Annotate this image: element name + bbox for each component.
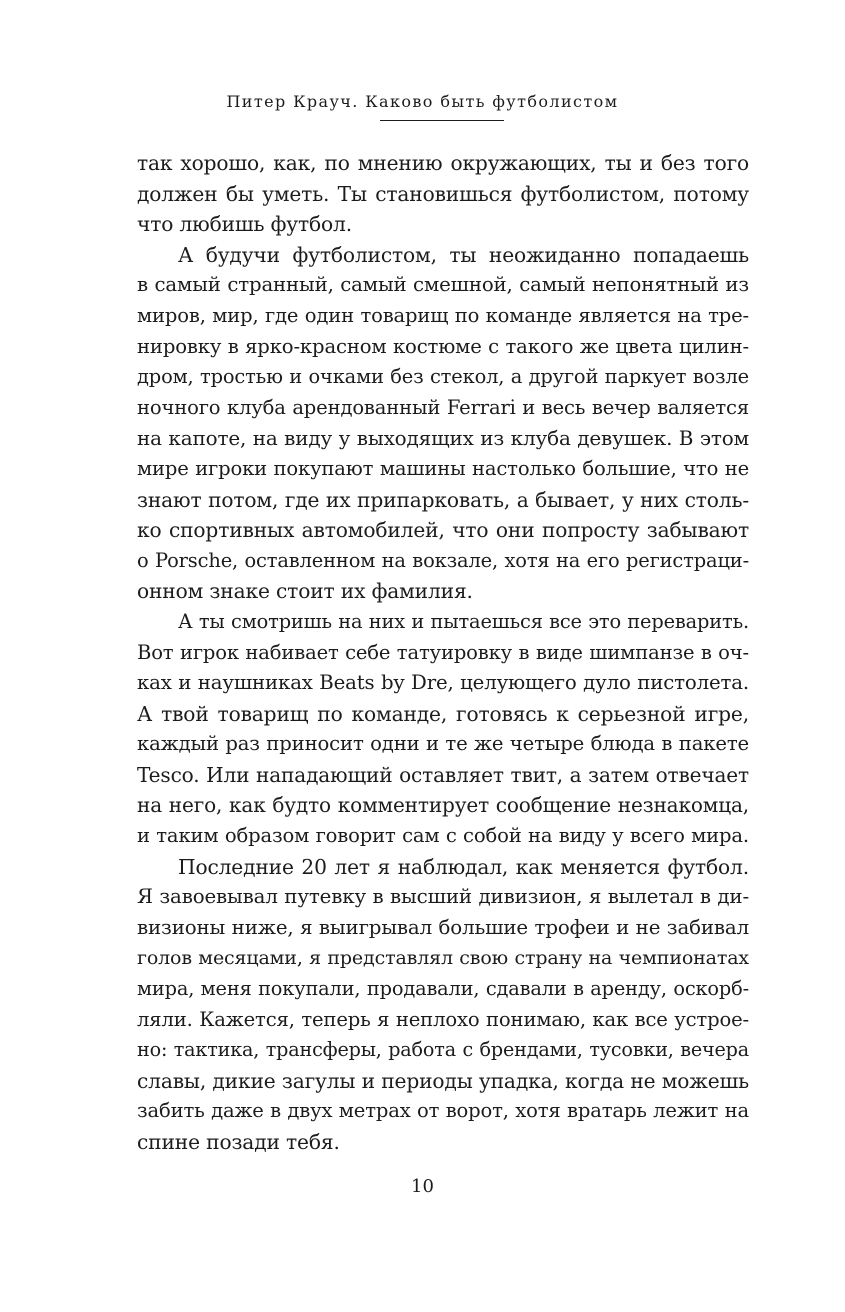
text-line: ночного клуба арендованный Ferrari и весь вечер валяется — [137, 395, 749, 419]
page-number: 10 — [411, 1176, 434, 1197]
text-line: на него, как будто комментирует сообщение незнакомца, — [137, 793, 749, 818]
text-line: знают потом, где их припарковать, а бывает, у них столь- — [137, 487, 749, 512]
text-line: мира, меня покупали, продавали, сдавали в аренду, оскорб- — [137, 977, 749, 1001]
text-line: что любишь футбол. — [137, 212, 352, 237]
text-line: визионы ниже, я выигрывал большие трофеи и не забивал — [137, 915, 749, 939]
text-line: славы, дикие загулы и периоды упадка, когда не можешь — [137, 1068, 749, 1093]
text-line: спине позади тебя. — [137, 1130, 340, 1154]
text-line: дром, тростью и очками без стекол, а другой паркует возле — [137, 365, 749, 389]
text-line: должен бы уметь. Ты становишься футболистом, потому — [137, 181, 749, 206]
body-text — [137, 148, 749, 1158]
text-line: на капоте, на виду у выходящих из клуба девушек. В этом — [137, 426, 749, 451]
text-line: каждый раз приносит одни и те же четыре блюда в пакете — [137, 732, 749, 756]
text-line: голов месяцами, я представлял свою страну на чемпионатах — [137, 947, 749, 970]
text-line: Tesco. Или нападающий оставляет твит, а затем отвечает — [137, 762, 749, 787]
text-line: мире игроки покупают машины настолько большие, что не — [137, 456, 749, 480]
text-line: но: тактика, трансферы, работа с брендами, тусовки, вечера — [137, 1038, 749, 1062]
text-line: так хорошо, как, по мнению окружающих, ты и без того — [137, 151, 749, 175]
text-line: миров, мир, где один товарищ по команде является на тре- — [137, 303, 749, 327]
text-line: Я завоевывал путевку в высший дивизион, я вылетал в ди- — [137, 885, 749, 909]
text-line: нировку в ярко-красном костюме с такого же цвета цилин- — [137, 334, 749, 358]
text-line: в самый странный, самый смешной, самый непонятный из — [137, 273, 749, 297]
text-line: и таким образом говорит сам с собой на виду у всего мира. — [137, 824, 749, 848]
running-head — [0, 92, 845, 111]
running-head-text: Питер Крауч. Каково быть футболистом — [226, 92, 619, 111]
text-line: А ты смотришь на них и пытаешься все это переварить. — [178, 609, 749, 633]
text-line: забить даже в двух метрах от ворот, хотя вратарь лежит на — [137, 1099, 749, 1123]
text-line: Вот игрок набивает себе татуировку в виде шимпанзе в оч- — [137, 640, 749, 664]
text-line: А будучи футболистом, ты неожиданно попадаешь — [178, 242, 749, 267]
text-line: о Porsche, оставленном на вокзале, хотя на его регистраци- — [137, 548, 749, 572]
text-line: онном знаке стоит их фамилия. — [137, 579, 473, 604]
text-line: ках и наушниках Beats by Dre, целующего дуло пистолета. — [137, 671, 749, 695]
text-line: Последние 20 лет я наблюдал, как меняется футбол. — [178, 854, 749, 879]
text-line: ко спортивных автомобилей, что они попросту забывают — [137, 518, 749, 543]
running-head-rule — [380, 120, 504, 121]
text-line: ляли. Кажется, теперь я неплохо понимаю, как все устрое- — [137, 1007, 749, 1031]
text-line: А твой товарищ по команде, готовясь к серьезной игре, — [137, 701, 749, 726]
